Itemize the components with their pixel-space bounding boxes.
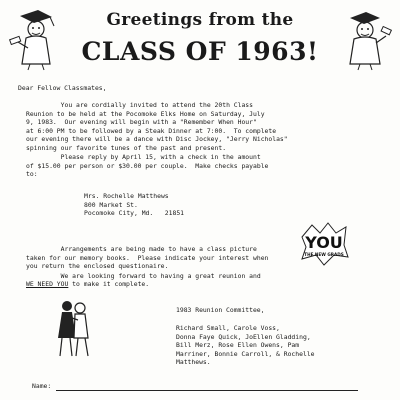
committee-member-line: Richard Small, Carole Voss, — [176, 324, 280, 332]
dancing-couple-clipart — [52, 298, 96, 360]
committee-member-line: Donna Faye Quick, JoEllen Gladding, — [176, 332, 311, 341]
committee-member-line: Bill Merz, Rose Ellen Owens, Pam — [176, 341, 300, 350]
text-line: You are cordially invited to attend the 20th Class — [26, 101, 254, 109]
text-line: taken for our memory books. Please indicate your interest when — [26, 253, 269, 262]
address-line: Pocomoke City, Md. 21851 — [84, 209, 185, 218]
header-title-line1: Greetings from the — [106, 10, 294, 30]
text-line: Reunion to be held at the Pocomoke Elks Home on Saturday, July — [26, 109, 265, 118]
salutation: Dear Fellow Classmates, — [18, 84, 107, 92]
text-line: to: — [26, 170, 38, 179]
address-line: 800 Market St. — [84, 200, 138, 209]
text-line: spinning our favorite tunes of the past and present. — [26, 144, 227, 152]
name-entry-line[interactable] — [56, 390, 358, 391]
text-span: to make it complete. — [68, 280, 150, 289]
text-line: you return the enclosed questionaire. — [26, 262, 169, 271]
text-line: Arrangements are being made to have a class picture — [26, 245, 257, 253]
address-line: Mrs. Rochelle Matthews — [84, 192, 169, 200]
committee-member-line: Marriner, Bonnie Carroll, & Rochelle — [176, 349, 315, 358]
text-line: our evening there will be a dance with Disc Jockey, "Jerry Nicholas" — [26, 135, 288, 144]
you-badge-graphic — [298, 219, 350, 267]
text-line: at 6:00 PM to be followed by a Steak Dinner at 7:00. To complete — [26, 126, 277, 135]
text-line — [26, 280, 149, 289]
we-need-you-emphasis: WE NEED YOU — [26, 280, 69, 289]
text-line: of $15.00 per person or $30.00 per couple. Make checks payable — [26, 161, 269, 170]
text-line: 9, 1983. Our evening will begin with a "Remember When Hour" — [26, 118, 257, 127]
header-title-line2: CLASS OF 1963! — [81, 37, 319, 66]
committee-title: 1983 Reunion Committee, — [176, 306, 265, 314]
text-line: We are looking forward to having a great reunion and — [26, 271, 261, 280]
text-line: Please reply by April 15, with a check in the amount — [26, 153, 261, 161]
badge-word: YOU — [305, 233, 343, 252]
badge-caption: THE NEW GRADS — [304, 252, 344, 257]
committee-member-line: Matthews. — [176, 358, 211, 367]
name-label: Name: — [32, 382, 52, 390]
